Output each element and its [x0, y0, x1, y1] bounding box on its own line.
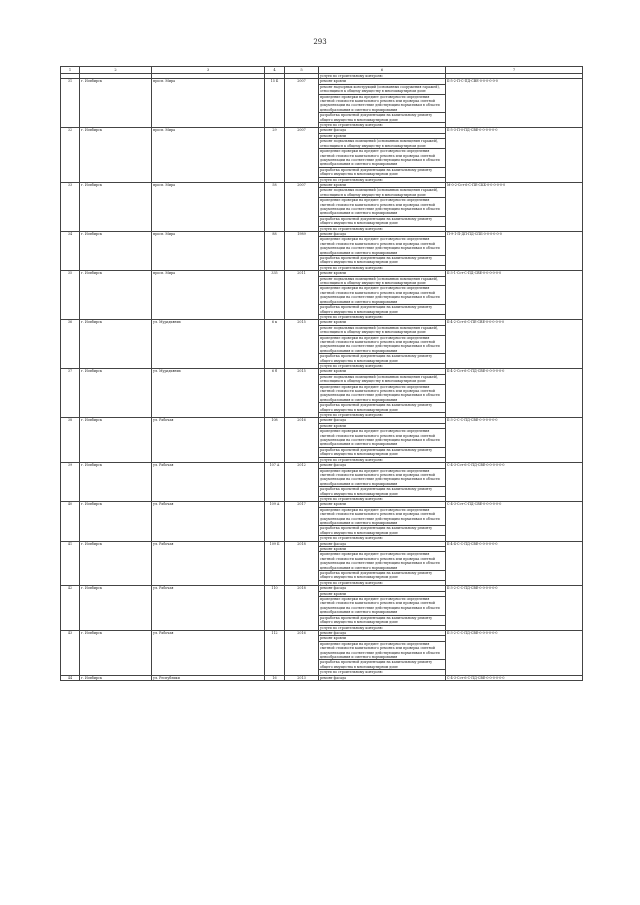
work-item: ремонт кровли [319, 591, 446, 596]
work-item: проведение проверки на предмет достоверности определения сметной стоимости капитального ремонта или проверка сметной документации на соответствие действующим нормативам в области ценообразования и сметного нормирования [319, 94, 446, 113]
work-item: ремонт подвальных помещений (основанных помещения гаражей), относящихся к общему имуществу в многоквартирном доме [319, 139, 446, 149]
house-number: 112 [265, 630, 285, 675]
work-item: разработка проектной документации на капитальному ремонту общего имущества в многоквартирном доме [319, 403, 446, 413]
work-item: услуги по строительному контролю [319, 123, 446, 128]
work-item: проведение проверки на предмет достоверности определения сметной стоимости капитального ремонта или проверка сметной документации на соответствие действующим нормативам в области ценообразования и сметного нормирования [319, 198, 446, 217]
table-row [61, 79, 583, 84]
object-code: Б-5-2-П-С-ПД-СВЕ-0-0-0-0-0-0 [446, 79, 583, 128]
city-cell: г. Исибирск [80, 586, 152, 631]
year-cell: 2007 [285, 182, 319, 231]
street-cell: ул. Рабочая [152, 502, 265, 541]
work-item: ремонт подвальных помещений (основанных помещения гаражей), относящихся к общему имуществу в многоквартирном доме [319, 374, 446, 384]
table-row [61, 271, 583, 276]
city-cell: г. Исибирск [80, 463, 152, 502]
work-item: проведение проверки на предмет достоверности определения сметной стоимости капитального ремонта или проверка сметной документации на соответствие действующим нормативам в области ценообразования и сметного нормирования [319, 429, 446, 448]
object-code: С-4-3-Сст-С-ПД-СВЕ-0-0-0-0-0-0 [446, 502, 583, 541]
city-cell: г. Исибирск [80, 541, 152, 586]
work-item: проведение проверки на предмет достоверности определения сметной стоимости капитального ремонта или проверка сметной документации на соответствие действующим нормативам в области ценообразования и сметного нормирования [319, 507, 446, 526]
street-cell: ул. Рабочая [152, 586, 265, 631]
work-item: проведение проверки на предмет достоверности определения сметной стоимости капитального ремонта или проверка сметной документации на соответствие действующим нормативам в области ценообразования и сметного нормирования [319, 335, 446, 354]
table-row [61, 128, 583, 133]
work-item: ремонт кровли [319, 79, 446, 84]
object-code: Б-4-4-С-С-ПД-СВЕ-0-0-0-0-0-0 [446, 541, 583, 586]
table-row [61, 232, 583, 237]
header-cell: 4 [265, 67, 285, 74]
year-cell: 2013 [285, 675, 319, 680]
object-code: Б-3-2-С-С-ПД-СВЕ-0-0-0-0-0-0 [446, 586, 583, 631]
work-item: услуги по строительному контролю [319, 74, 446, 79]
work-item: ремонт фасада [319, 418, 446, 423]
row-number: 42 [61, 586, 80, 631]
row-number: 38 [61, 418, 80, 463]
year-cell: 2007 [285, 128, 319, 182]
row-number: 43 [61, 630, 80, 675]
page-number: 293 [313, 38, 327, 46]
year-cell: 2016 [285, 630, 319, 675]
work-item: услуги по строительному контролю [319, 413, 446, 418]
header-cell: 1 [61, 67, 80, 74]
row-number: 31 [61, 79, 80, 128]
house-number: 110 [265, 586, 285, 631]
house-number: 109 Б [265, 541, 285, 586]
year-cell: 1989 [285, 232, 319, 271]
row-number: 37 [61, 369, 80, 418]
work-item: разработка проектной документации на капитальному ремонту общего имущества в многоквартирном доме [319, 660, 446, 670]
work-item: ремонт подвальных помещений (основанных помещения гаражей), относящихся к общему имуществу в многоквартирном доме [319, 325, 446, 335]
work-item: услуги по строительному контролю [319, 580, 446, 585]
object-code: С-4-3-Сст-6-С-ПД-СВЕ-0-0-0-0-0-0 [446, 675, 583, 680]
work-item: разработка проектной документации на капитальному ремонту общего имущества в многоквартирном доме [319, 487, 446, 497]
work-item: ремонт фасада [319, 541, 446, 546]
house-number: 29 [265, 128, 285, 182]
year-cell: 2018 [285, 586, 319, 631]
table-row [61, 369, 583, 374]
house-number: 6 к [265, 320, 285, 369]
house-number: 88 [265, 232, 285, 271]
table-header-row [61, 67, 583, 74]
street-cell: просп. Мира [152, 232, 265, 271]
work-item: разработка проектной документации на капитальному ремонту общего имущества в многоквартирном доме [319, 305, 446, 315]
work-item: ремонт кровли [319, 547, 446, 552]
city-cell: г. Исибирск [80, 630, 152, 675]
work-item: ремонт кровли [319, 133, 446, 138]
row-number: 40 [61, 502, 80, 541]
work-item: ремонт надзорных конструкций (основанных сооружения гаражей), относящихся к общему имуществу в многоквартирном доме [319, 84, 446, 94]
street-cell: ул. Мурадьяних [152, 369, 265, 418]
capital-repair-table [60, 66, 583, 681]
table-row [61, 586, 583, 591]
header-cell: 3 [152, 67, 265, 74]
year-cell: 2015 [285, 320, 319, 369]
work-item: ремонт фасада [319, 463, 446, 468]
table-row [61, 541, 583, 546]
object-code: П-9-1-П-ДП-ПД-СПБ-0-0-0-0-0-0 [446, 232, 583, 271]
work-item: ремонт кровли [319, 182, 446, 187]
object-code: Б-4-2-Сст-6-С-ПД-СВЕ-0-0-0-0-0-0 [446, 369, 583, 418]
work-item: ремонт кровли [319, 636, 446, 641]
work-item: разработка проектной документации на капитальному ремонту общего имущества в многоквартирном доме [319, 615, 446, 625]
work-item: разработка проектной документации на капитальному ремонту общего имущества в многоквартирном доме [319, 354, 446, 364]
city-cell: г. Исибирск [80, 502, 152, 541]
work-item: ремонт фасада [319, 586, 446, 591]
work-item: ремонт фасада [319, 128, 446, 133]
street-cell: просп. Мира [152, 79, 265, 128]
object-code: Б-4-2-Сст-6-С-ПЕ-СВЕ-0-0-0-0-0-0 [446, 320, 583, 369]
city-cell: г. Исибирск [80, 418, 152, 463]
year-cell: 2016 [285, 418, 319, 463]
table-row [61, 320, 583, 325]
header-cell: 5 [285, 67, 319, 74]
city-cell: г. Исибирск [80, 232, 152, 271]
street-cell: ул. Рабочая [152, 463, 265, 502]
city-cell: г. Исибирск [80, 79, 152, 128]
table-row [61, 502, 583, 507]
work-item: ремонт фасада [319, 232, 446, 237]
work-item: проведение проверки на предмет достоверности определения сметной стоимости капитального ремонта или проверка сметной документации на соответствие действующим нормативам в области ценообразования и сметного нормирования [319, 149, 446, 168]
city-cell: г. Исибирск [80, 675, 152, 680]
work-item: услуги по строительному контролю [319, 265, 446, 270]
street-cell: ул. Республики [152, 675, 265, 680]
year-cell: 2018 [285, 541, 319, 586]
work-item: ремонт кровли [319, 320, 446, 325]
work-item: разработка проектной документации на капитальному ремонту общего имущества в многоквартирном доме [319, 526, 446, 536]
row-number: 35 [61, 271, 80, 320]
work-item: ремонт кровли [319, 271, 446, 276]
city-cell: г. Исибирск [80, 271, 152, 320]
row-number: 39 [61, 463, 80, 502]
year-cell: 2012 [285, 463, 319, 502]
house-number: 15 Б [265, 79, 285, 128]
house-number: 107 А [265, 463, 285, 502]
work-item: ремонт кровли [319, 369, 446, 374]
work-item: услуги по строительному контролю [319, 457, 446, 462]
table-row [61, 418, 583, 423]
row-number: 36 [61, 320, 80, 369]
work-item: ремонт подвальных помещений (основанных помещения гаражей), относящихся к общему имуществу в многоквартирном доме [319, 188, 446, 198]
work-item: услуги по строительному контролю [319, 314, 446, 319]
city-cell: г. Исибирск [80, 182, 152, 231]
street-cell: просп. Мира [152, 182, 265, 231]
street-cell: ул. Рабочая [152, 418, 265, 463]
work-item: проведение проверки на предмет достоверности определения сметной стоимости капитального ремонта или проверка сметной документации на соответствие действующим нормативам в области ценообразования и сметного нормирования [319, 468, 446, 487]
row-number: 44 [61, 675, 80, 680]
work-item: проведение проверки на предмет достоверности определения сметной стоимости капитального ремонта или проверка сметной документации на соответствие действующим нормативам в области ценообразования и сметного нормирования [319, 552, 446, 571]
year-cell: 2007 [285, 79, 319, 128]
street-cell: ул. Рабочая [152, 541, 265, 586]
house-number: 6 б [265, 369, 285, 418]
object-code: С-4-3-Сст-6-С-ПД-СВЕ-0-0-0-0-0-0 [446, 463, 583, 502]
work-item: ремонт кровли [319, 502, 446, 507]
work-item: разработка проектной документации на капитальному ремонту общего имущества в многоквартирном доме [319, 167, 446, 177]
table-row [61, 675, 583, 680]
row-number: 32 [61, 128, 80, 182]
row-number: 34 [61, 232, 80, 271]
house-number: 16 [265, 675, 285, 680]
year-cell: 2017 [285, 502, 319, 541]
house-number: 108 [265, 418, 285, 463]
year-cell: 2011 [285, 271, 319, 320]
house-number: 109 А [265, 502, 285, 541]
work-item: ремонт фасада [319, 630, 446, 635]
city-cell: г. Исибирск [80, 320, 152, 369]
work-item: услуги по строительному контролю [319, 226, 446, 231]
work-item: разработка проектной документации на капитальному ремонту общего имущества в многоквартирном доме [319, 256, 446, 266]
object-code: Б-5-3-П-0-ПД-СВЕ-0-0-0-0-0-0 [446, 128, 583, 182]
work-item: проведение проверки на предмет достоверности определения сметной стоимости капитального ремонта или проверка сметной документации на соответствие действующим нормативам в области ценообразования и сметного нормирования [319, 384, 446, 403]
work-item: разработка проектной документации на капитальному ремонту общего имущества в многоквартирном доме [319, 113, 446, 123]
object-code: М-0-2-Сст-6-С-ПЕ-СКБ-0-0-0-0-0-0 [446, 182, 583, 231]
work-item: проведение проверки на предмет достоверности определения сметной стоимости капитального ремонта или проверка сметной документации на соответствие действующим нормативам в области ценообразования и сметного нормирования [319, 286, 446, 305]
header-cell: 7 [446, 67, 583, 74]
work-item: проведение проверки на предмет достоверности определения сметной стоимости капитального ремонта или проверка сметной документации на соответствие действующим нормативам в области ценообразования и сметного нормирования [319, 597, 446, 616]
house-number: 335 [265, 271, 285, 320]
work-item: услуги по строительному контролю [319, 670, 446, 675]
city-cell: г. Исибирск [80, 128, 152, 182]
work-item: проведение проверки на предмет достоверности определения сметной стоимости капитального ремонта или проверка сметной документации на соответствие действующим нормативам в области ценообразования и сметного нормирования [319, 237, 446, 256]
table-row [61, 182, 583, 187]
work-item: разработка проектной документации на капитальному ремонту общего имущества в многоквартирном доме [319, 216, 446, 226]
street-cell: просп. Мира [152, 271, 265, 320]
work-item: разработка проектной документации на капитальному ремонту общего имущества в многоквартирном доме [319, 447, 446, 457]
table-row [61, 463, 583, 468]
work-item: разработка проектной документации на капитальному ремонту общего имущества в многоквартирном доме [319, 571, 446, 581]
street-cell: ул. Рабочая [152, 630, 265, 675]
work-item: проведение проверки на предмет достоверности определения сметной стоимости капитального ремонта или проверка сметной документации на соответствие действующим нормативам в области ценообразования и сметного нормирования [319, 641, 446, 660]
work-item: ремонт подвальных помещений (основанных помещения гаражей), относящихся к общему имуществу в многоквартирном доме [319, 276, 446, 286]
city-cell: г. Исибирск [80, 369, 152, 418]
year-cell: 2015 [285, 369, 319, 418]
header-cell: 6 [319, 67, 446, 74]
object-code: Б-3-1-Сст-С-ПД-СВЕ-0-0-0-0-0-0 [446, 271, 583, 320]
work-item: услуги по строительному контролю [319, 536, 446, 541]
header-cell: 2 [80, 67, 152, 74]
work-item: ремонт кровли [319, 423, 446, 428]
work-item: услуги по строительному контролю [319, 496, 446, 501]
object-code: Б-3-2-С-С-ПД-СВЕ-0-0-0-0-0-0 [446, 630, 583, 675]
street-cell: просп. Мира [152, 128, 265, 182]
work-item: услуги по строительному контролю [319, 177, 446, 182]
table-row [61, 630, 583, 635]
object-code: Б-3-2-С-С-ПД-СВЕ-0-0-0-0-0-0 [446, 418, 583, 463]
row-number: 33 [61, 182, 80, 231]
street-cell: ул. Мурадьяних [152, 320, 265, 369]
work-item: услуги по строительному контролю [319, 625, 446, 630]
row-number: 41 [61, 541, 80, 586]
house-number: 58 [265, 182, 285, 231]
work-item: ремонт фасада [319, 675, 446, 680]
work-item: услуги по строительному контролю [319, 363, 446, 368]
